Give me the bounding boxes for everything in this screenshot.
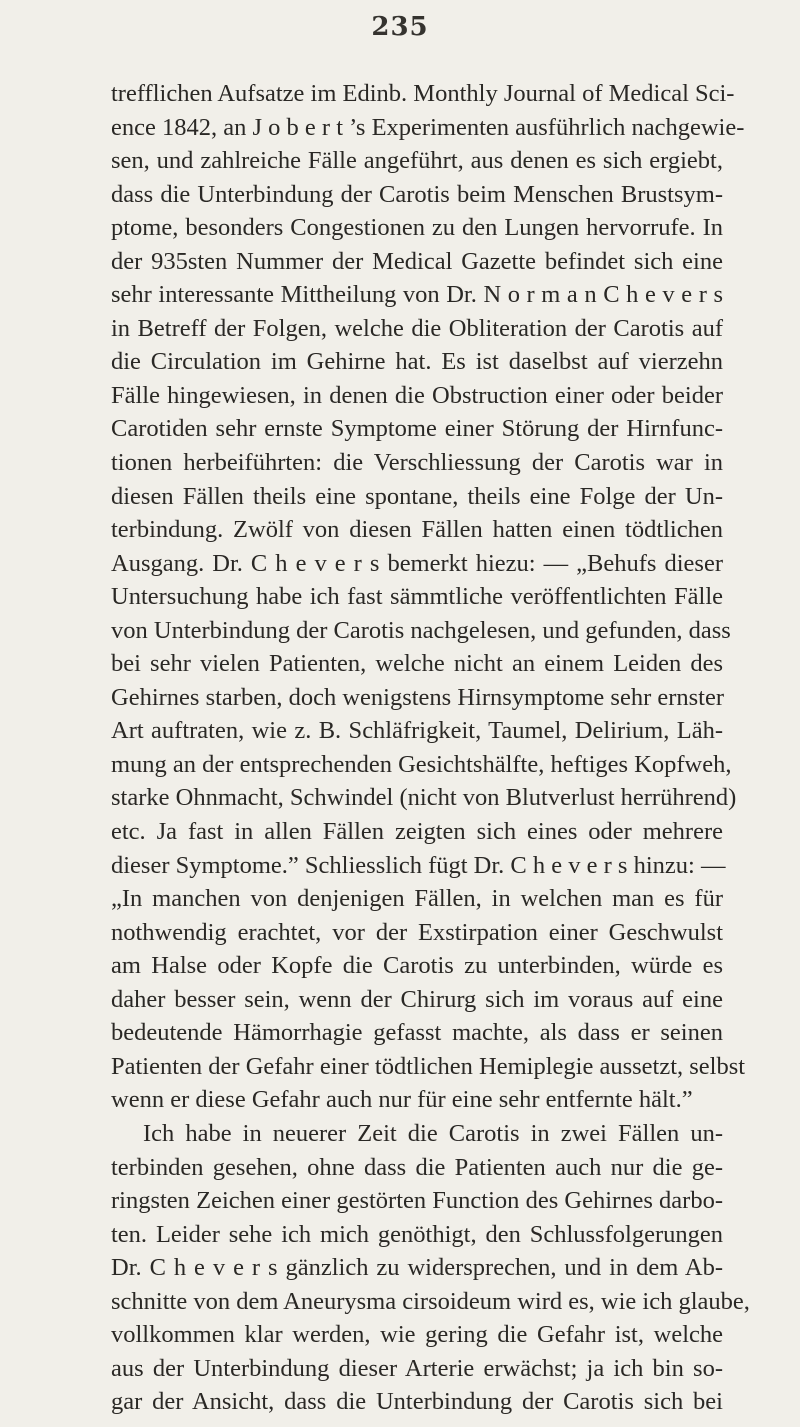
- text-line: aus der Unterbindung dieser Arterie erwächst; ja ich bin so-: [111, 1354, 723, 1382]
- text-line: starke Ohnmacht, Schwindel (nicht von Blutverlust herrührend): [111, 784, 737, 812]
- text-line: Untersuchung habe ich fast sämmtliche veröffentlichten Fälle: [111, 583, 723, 611]
- text-line: etc. Ja fast in allen Fällen zeigten sich eines oder mehrere: [111, 818, 723, 846]
- text-line: mung an der entsprechenden Gesichtshälfte, heftiges Kopfweh,: [111, 750, 732, 778]
- text-line: in Betreff der Folgen, welche die Obliteration der Carotis auf: [111, 314, 723, 342]
- text-line: Carotiden sehr ernste Symptome einer Störung der Hirnfunc-: [111, 415, 723, 443]
- text-line: Fälle hingewiesen, in denen die Obstruction einer oder beider: [111, 381, 723, 409]
- text-line: schnitte von dem Aneurysma cirsoideum wird es, wie ich glaube,: [111, 1287, 750, 1315]
- text-line: vollkommen klar werden, wie gering die Gefahr ist, welche: [111, 1321, 723, 1349]
- text-line: tionen herbeiführten: die Verschliessung der Carotis war in: [111, 449, 723, 477]
- page-number: 235: [371, 12, 429, 42]
- text-line: trefflichen Aufsatze im Edinb. Monthly Journal of Medical Sci-: [111, 80, 735, 107]
- text-line: daher besser sein, wenn der Chirurg sich im voraus auf eine: [111, 985, 723, 1013]
- text-line: terbinden gesehen, ohne dass die Patienten auch nur die ge-: [111, 1153, 723, 1181]
- text-line: Dr. C h e v e r s gänzlich zu widersprechen, und in dem Ab-: [111, 1254, 723, 1282]
- text-line: Gehirnes starben, doch wenigstens Hirnsymptome sehr ernster: [111, 683, 725, 711]
- text-line: Ich habe in neuerer Zeit die Carotis in zwei Fällen un-: [143, 1119, 723, 1147]
- text-line: sehr interessante Mittheilung von Dr. N o r m a n C h e v e r s: [111, 281, 723, 309]
- text-line: Patienten der Gefahr einer tödtlichen Hemiplegie aussetzt, selbst: [111, 1052, 746, 1080]
- text-line: von Unterbindung der Carotis nachgelesen, und gefunden, dass: [111, 616, 731, 644]
- text-line: dieser Symptome.” Schliesslich fügt Dr. C h e v e r s hinzu: —: [111, 851, 726, 879]
- text-line: sen, und zahlreiche Fälle angeführt, aus denen es sich ergiebt,: [111, 147, 723, 175]
- text-line: bedeutende Hämorrhagie gefasst machte, als dass er seinen: [111, 1019, 723, 1047]
- text-line: gar der Ansicht, dass die Unterbindung der Carotis sich bei: [111, 1388, 723, 1416]
- text-line: ten. Leider sehe ich mich genöthigt, den Schlussfolgerungen: [111, 1220, 723, 1248]
- text-line: bei sehr vielen Patienten, welche nicht an einem Leiden des: [111, 650, 723, 678]
- text-line: am Halse oder Kopfe die Carotis zu unterbinden, würde es: [111, 952, 723, 980]
- text-line: „In manchen von denjenigen Fällen, in welchen man es für: [111, 885, 723, 913]
- text-line: wenn er diese Gefahr auch nur für eine sehr entfernte hält.”: [111, 1086, 693, 1114]
- text-line: nothwendig erachtet, vor der Exstirpation einer Geschwulst: [111, 918, 723, 946]
- text-line: ringsten Zeichen einer gestörten Function des Gehirnes darbo-: [111, 1187, 723, 1215]
- text-line: terbindung. Zwölf von diesen Fällen hatten einen tödtlichen: [111, 516, 723, 544]
- text-line: ence 1842, an J o b e r t ’s Experimenten ausführlich nachgewie-: [111, 113, 745, 141]
- text-line: die Circulation im Gehirne hat. Es ist daselbst auf vierzehn: [111, 348, 723, 376]
- text-line: ptome, besonders Congestionen zu den Lungen hervorrufe. In: [111, 214, 723, 242]
- text-line: Ausgang. Dr. C h e v e r s bemerkt hiezu: — „Behufs dieser: [111, 549, 723, 577]
- text-line: diesen Fällen theils eine spontane, theils eine Folge der Un-: [111, 482, 723, 510]
- text-line: Art auftraten, wie z. B. Schläfrigkeit, Taumel, Delirium, Läh-: [111, 717, 723, 745]
- body-text: [111, 77, 750, 1419]
- text-line: dass die Unterbindung der Carotis beim Menschen Brustsym-: [111, 180, 723, 208]
- text-line: der 935sten Nummer der Medical Gazette befindet sich eine: [111, 247, 723, 275]
